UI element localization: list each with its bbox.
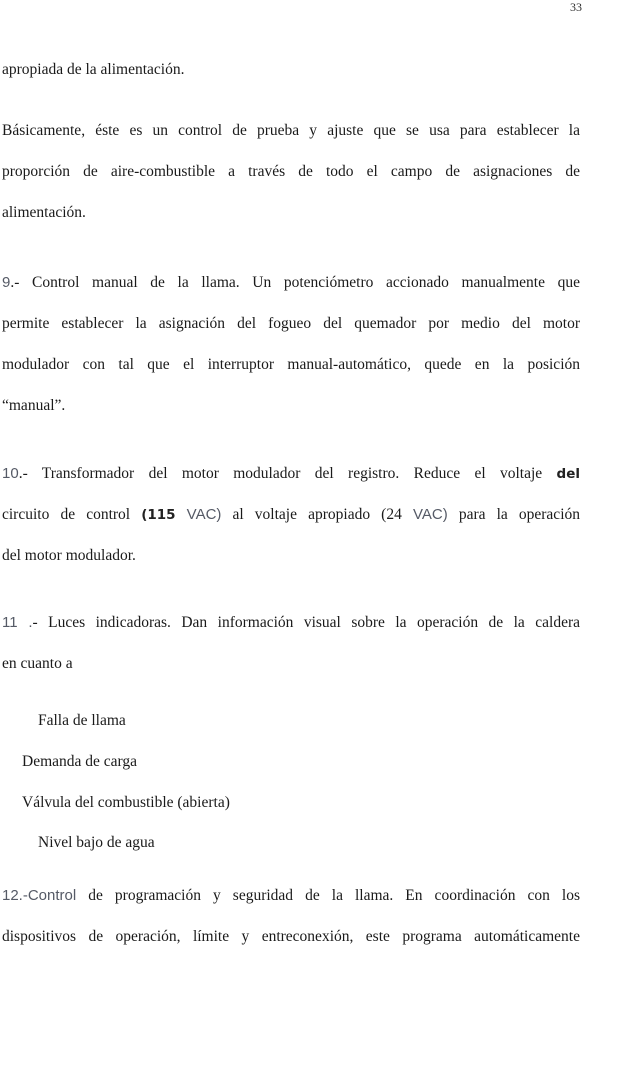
text-fragment: .- Transformador del motor modulador del registro. Reduce el voltaje	[18, 465, 543, 482]
text-line: en cuanto a	[2, 655, 73, 672]
text-line	[2, 612, 580, 634]
text-line: permite establecer la asignación del fogueo del quemador por medio del motor	[2, 315, 580, 332]
text-line: Básicamente, éste es un control de prueba y ajuste que se usa para establecer la	[2, 122, 580, 139]
item-number: 12.-Control	[2, 887, 77, 904]
paragraph-item-10	[2, 463, 580, 567]
list-item: Válvula del combustible (abierta)	[22, 794, 230, 811]
item-number: 9	[2, 274, 11, 291]
page-number: 33	[570, 0, 582, 14]
text-line	[2, 885, 580, 907]
text-fragment: del	[556, 466, 580, 482]
text-fragment: VAC)	[412, 506, 448, 523]
paragraph-basic	[2, 120, 580, 224]
text-fragment: (115	[141, 507, 176, 523]
paragraph-item-9	[2, 272, 580, 417]
text-fragment: circuito de control	[2, 506, 131, 523]
list-item: Demanda de carga	[22, 753, 138, 770]
item-number: 10	[2, 465, 19, 482]
text-line: apropiada de la alimentación.	[2, 61, 185, 78]
text-fragment: para la operación	[458, 506, 580, 523]
text-fragment: al voltaje apropiado (24	[232, 506, 402, 523]
text-line	[2, 272, 580, 294]
text-fragment: - Luces indicadoras. Dan información visual sobre la operación de la caldera	[32, 614, 580, 631]
text-fragment: de programación y seguridad de la llama. En coordinación con los	[88, 887, 580, 904]
paragraph-intro	[2, 59, 580, 81]
text-fragment: .- Control manual de la llama. Un potenciómetro accionado manualmente que	[10, 274, 580, 291]
text-line	[2, 504, 580, 526]
text-line: proporción de aire-combustible a través de todo el campo de asignaciones de	[2, 163, 580, 180]
list-item: Falla de llama	[38, 712, 126, 729]
text-fragment: VAC)	[186, 506, 222, 523]
item-number: 11 .	[2, 614, 33, 631]
text-line: modulador con tal que el interruptor manual-automático, quede en la posición	[2, 356, 580, 373]
paragraph-item-12	[2, 885, 580, 948]
text-line: del motor modulador.	[2, 547, 136, 564]
text-line: dispositivos de operación, límite y entreconexión, este programa automáticamente	[2, 928, 580, 945]
text-line	[2, 463, 580, 485]
paragraph-item-11	[2, 612, 580, 675]
text-line: alimentación.	[2, 204, 86, 221]
list-item: Nivel bajo de agua	[38, 834, 155, 851]
text-line: “manual”.	[2, 397, 66, 414]
